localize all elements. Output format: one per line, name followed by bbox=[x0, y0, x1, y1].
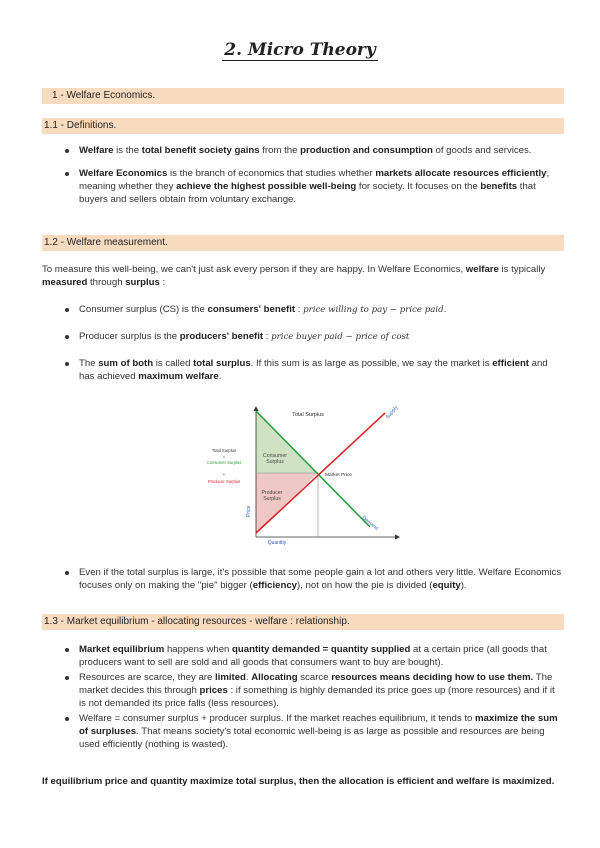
chart-title: Total Surplus bbox=[292, 412, 324, 418]
producer-surplus-label: Producer bbox=[261, 490, 283, 496]
legend-consumer-surplus: Consumer Surplus bbox=[206, 460, 242, 465]
list-item: Market equilibrium happens when quantity demanded = quantity supplied at a certain price (all goods that producers want to sell are sold and all goods that consumers want to buy are bought). bbox=[62, 643, 562, 669]
supply-label: Supply bbox=[384, 405, 400, 421]
subsection-heading-welfare-measurement: 1.2 - Welfare measurement. bbox=[42, 235, 564, 251]
market-price-label: Market Price bbox=[325, 473, 352, 478]
list-item: Welfare is the total benefit society gains from the production and consumption of goods and services. bbox=[62, 144, 562, 157]
consumer-surplus-label: Consumer bbox=[263, 453, 287, 459]
measurement-intro: To measure this well-being, we can't just ask every person if they are happy. In Welfare Economics, welfare is typically measured through surplus : bbox=[42, 264, 546, 288]
subsection-heading-market-equilibrium: 1.3 - Market equilibrium - allocating resources - welfare : relationship. bbox=[42, 614, 564, 630]
section-heading-welfare-economics: 1 - Welfare Economics. bbox=[42, 88, 564, 104]
x-axis-label: Quantity bbox=[267, 540, 287, 545]
legend-plus: + bbox=[222, 472, 226, 477]
list-item: Even if the total surplus is large, it's possible that some people gain a lot and others very little. Welfare Economics focuses only on making the "pie" bigger (efficiency), not on how the pie is divided (equity). bbox=[62, 566, 562, 592]
y-axis-label: Price bbox=[246, 505, 252, 517]
surplus-list bbox=[62, 303, 562, 393]
legend-equals: = bbox=[222, 454, 226, 459]
producer-surplus-label: Surplus bbox=[263, 496, 281, 502]
y-axis-arrow bbox=[254, 406, 259, 411]
consumer-surplus-label: Surplus bbox=[266, 459, 284, 465]
legend-total-surplus: Total Surplus bbox=[211, 448, 237, 453]
conclusion: If equilibrium price and quantity maximize total surplus, then the allocation is efficient and welfare is maximized. bbox=[42, 776, 555, 787]
legend-producer-surplus: Producer Surplus bbox=[207, 479, 241, 484]
list-item: Welfare Economics is the branch of economics that studies whether markets allocate resources efficiently, meaning whether they achieve the highest possible well-being for society. It focuses on the benefits that buyers and sellers obtain from voluntary exchange. bbox=[62, 167, 562, 206]
demand-label: Demand bbox=[360, 514, 380, 532]
efficiency-note-list bbox=[62, 566, 562, 602]
list-item: Resources are scarce, they are limited. Allocating scarce resources means deciding how to use them. The market decides this through prices : if something is highly demanded its price goes up (more resources) and if it is not demanded its price falls (less resources). bbox=[62, 671, 562, 710]
equilibrium-list bbox=[62, 643, 562, 753]
total-surplus-chart bbox=[200, 405, 405, 545]
x-axis-arrow bbox=[395, 535, 400, 540]
list-item: The sum of both is called total surplus. If this sum is as large as possible, we say the market is efficient and has achieved maximum welfare. bbox=[62, 357, 562, 383]
list-item: Consumer surplus (CS) is the consumers' benefit : price willing to pay − price paid. bbox=[62, 303, 562, 317]
subsection-heading-definitions: 1.1 - Definitions. bbox=[42, 118, 564, 134]
list-item: Producer surplus is the producers' benefit : price buyer paid − price of cost bbox=[62, 330, 562, 344]
definitions-list bbox=[62, 144, 562, 216]
list-item: Welfare = consumer surplus + producer surplus. If the market reaches equilibrium, it tends to maximize the sum of surpluses. That means society's total economic well-being is as large as possible and resources are being used efficiently (nothing is wasted). bbox=[62, 712, 562, 751]
page-title: 2. Micro Theory bbox=[224, 40, 376, 60]
